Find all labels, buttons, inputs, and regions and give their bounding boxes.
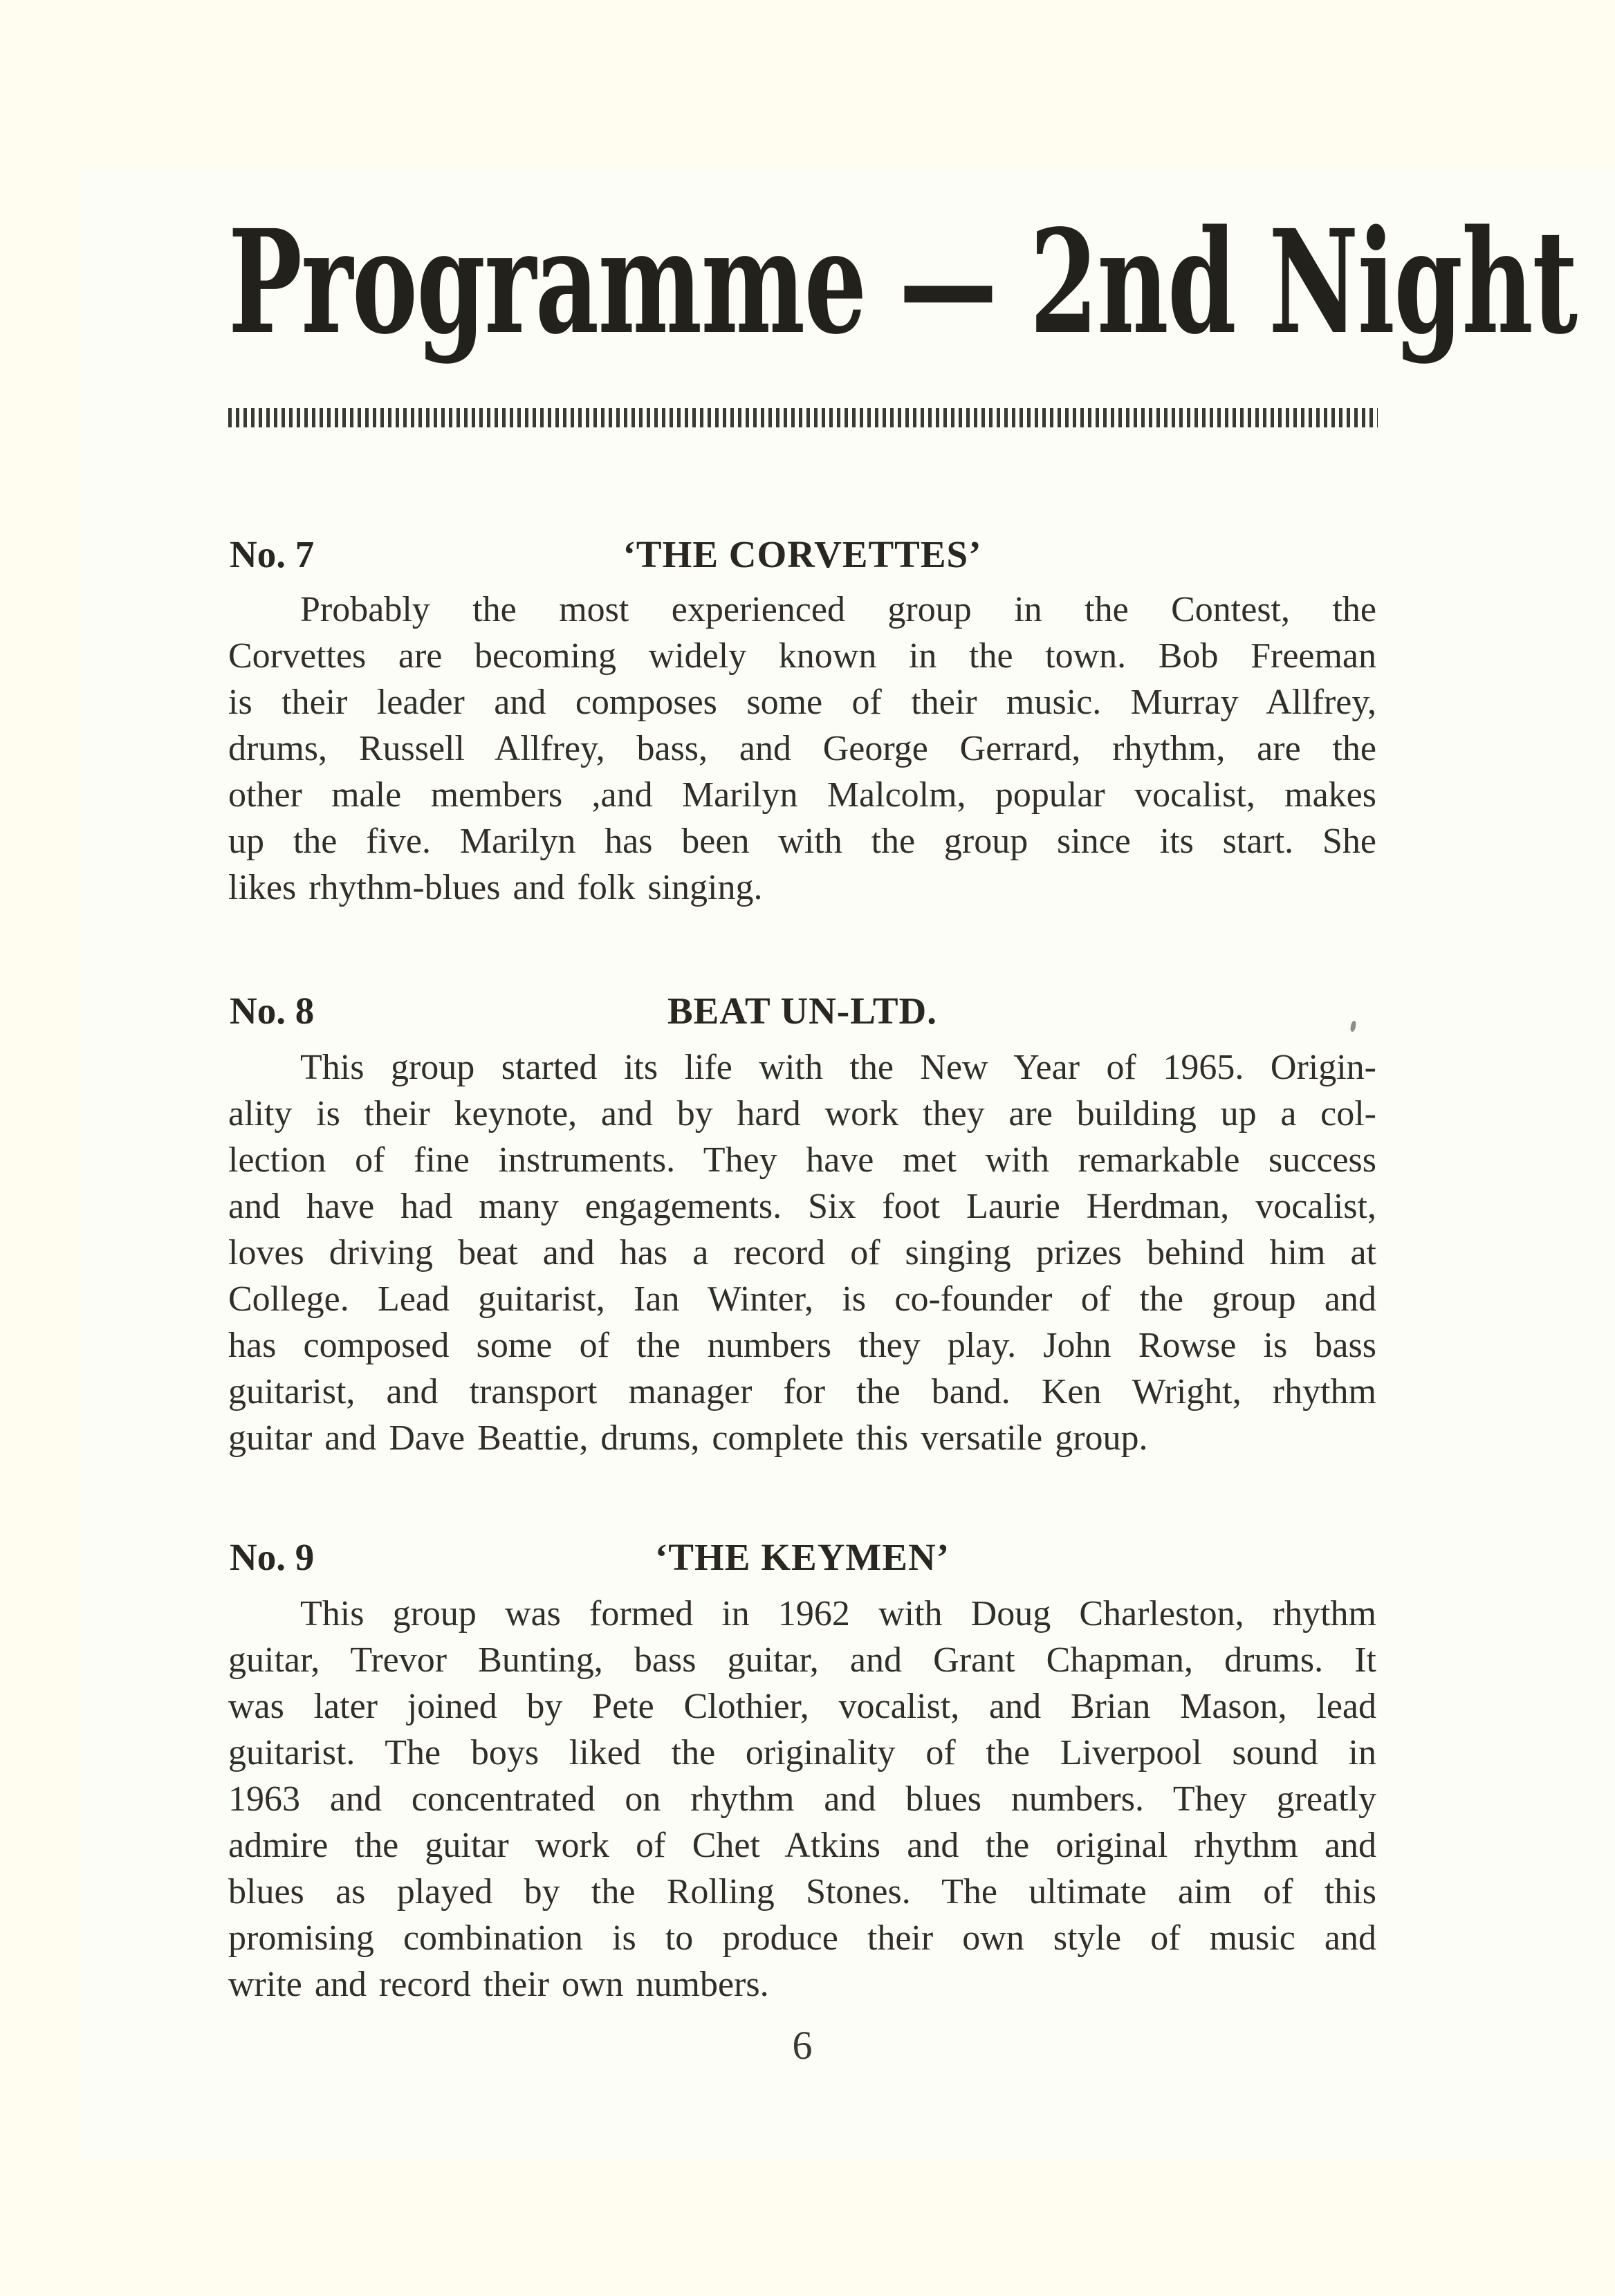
text-line: has composed some of the numbers they play. John Rowse is bass: [228, 1326, 1376, 1365]
text-line: This group started its life with the New Year of 1965. Origin-: [300, 1048, 1376, 1087]
text-line: loves driving beat and has a record of singing prizes behind him at: [228, 1233, 1376, 1272]
text-line: promising combination is to produce their own style of music and: [228, 1918, 1376, 1958]
ruled-bars-divider: [228, 408, 1378, 427]
text-line: guitarist. The boys liked the originality of the Liverpool sound in: [228, 1733, 1376, 1772]
text-line: College. Lead guitarist, Ian Winter, is co-founder of the group and: [228, 1279, 1376, 1319]
text-line: admire the guitar work of Chet Atkins and the original rhythm and: [228, 1826, 1376, 1865]
section-number: No. 7: [230, 533, 315, 575]
section-title: ‘THE KEYMEN’: [654, 1536, 950, 1578]
text-line: Corvettes are becoming widely known in the town. Bob Freeman: [228, 636, 1376, 676]
text-line: other male members ,and Marilyn Malcolm, popular vocalist, makes: [228, 775, 1376, 815]
text-line: write and record their own numbers.: [228, 1965, 769, 2004]
section-heading-no8: [228, 989, 1376, 1039]
text-line: and have had many engagements. Six foot Laurie Herdman, vocalist,: [228, 1187, 1376, 1226]
text-line: Probably the most experienced group in the Contest, the: [300, 590, 1376, 629]
text-line: This group was formed in 1962 with Doug Charleston, rhythm: [300, 1594, 1376, 1633]
text-line: drums, Russell Allfrey, bass, and George Gerrard, rhythm, are the: [228, 729, 1376, 768]
section-paragraph: [228, 1591, 1376, 2008]
text-line: 1963 and concentrated on rhythm and blues numbers. They greatly: [228, 1779, 1376, 1819]
text-line: likes rhythm-blues and folk singing.: [228, 868, 763, 907]
section-heading-no7: [228, 533, 1376, 582]
section-title: BEAT UN-LTD.: [667, 990, 937, 1032]
text-line: guitarist, and transport manager for the band. Ken Wright, rhythm: [228, 1372, 1376, 1411]
text-line: guitar, Trevor Bunting, bass guitar, and Grant Chapman, drums. It: [228, 1640, 1376, 1680]
section-heading-no9: [228, 1535, 1376, 1585]
section-title: ‘THE CORVETTES’: [622, 533, 982, 575]
section-number: No. 8: [230, 990, 315, 1032]
text-line: guitar and Dave Beattie, drums, complete this versatile group.: [228, 1418, 1148, 1458]
text-line: lection of fine instruments. They have met with remarkable success: [228, 1140, 1376, 1180]
text-line: blues as played by the Rolling Stones. The ultimate aim of this: [228, 1872, 1376, 1911]
text-line: up the five. Marilyn has been with the group since its start. She: [228, 822, 1376, 861]
section-paragraph: [228, 1044, 1376, 1461]
page-title: Programme — 2nd Night: [228, 198, 1577, 366]
section-number: No. 9: [230, 1536, 315, 1578]
page-number: 6: [792, 2023, 813, 2068]
section-paragraph: [228, 586, 1376, 911]
text-line: ality is their keynote, and by hard work they are building up a col-: [228, 1094, 1376, 1133]
text-line: was later joined by Pete Clothier, vocalist, and Brian Mason, lead: [228, 1687, 1376, 1726]
text-line: is their leader and composes some of their music. Murray Allfrey,: [228, 683, 1376, 722]
